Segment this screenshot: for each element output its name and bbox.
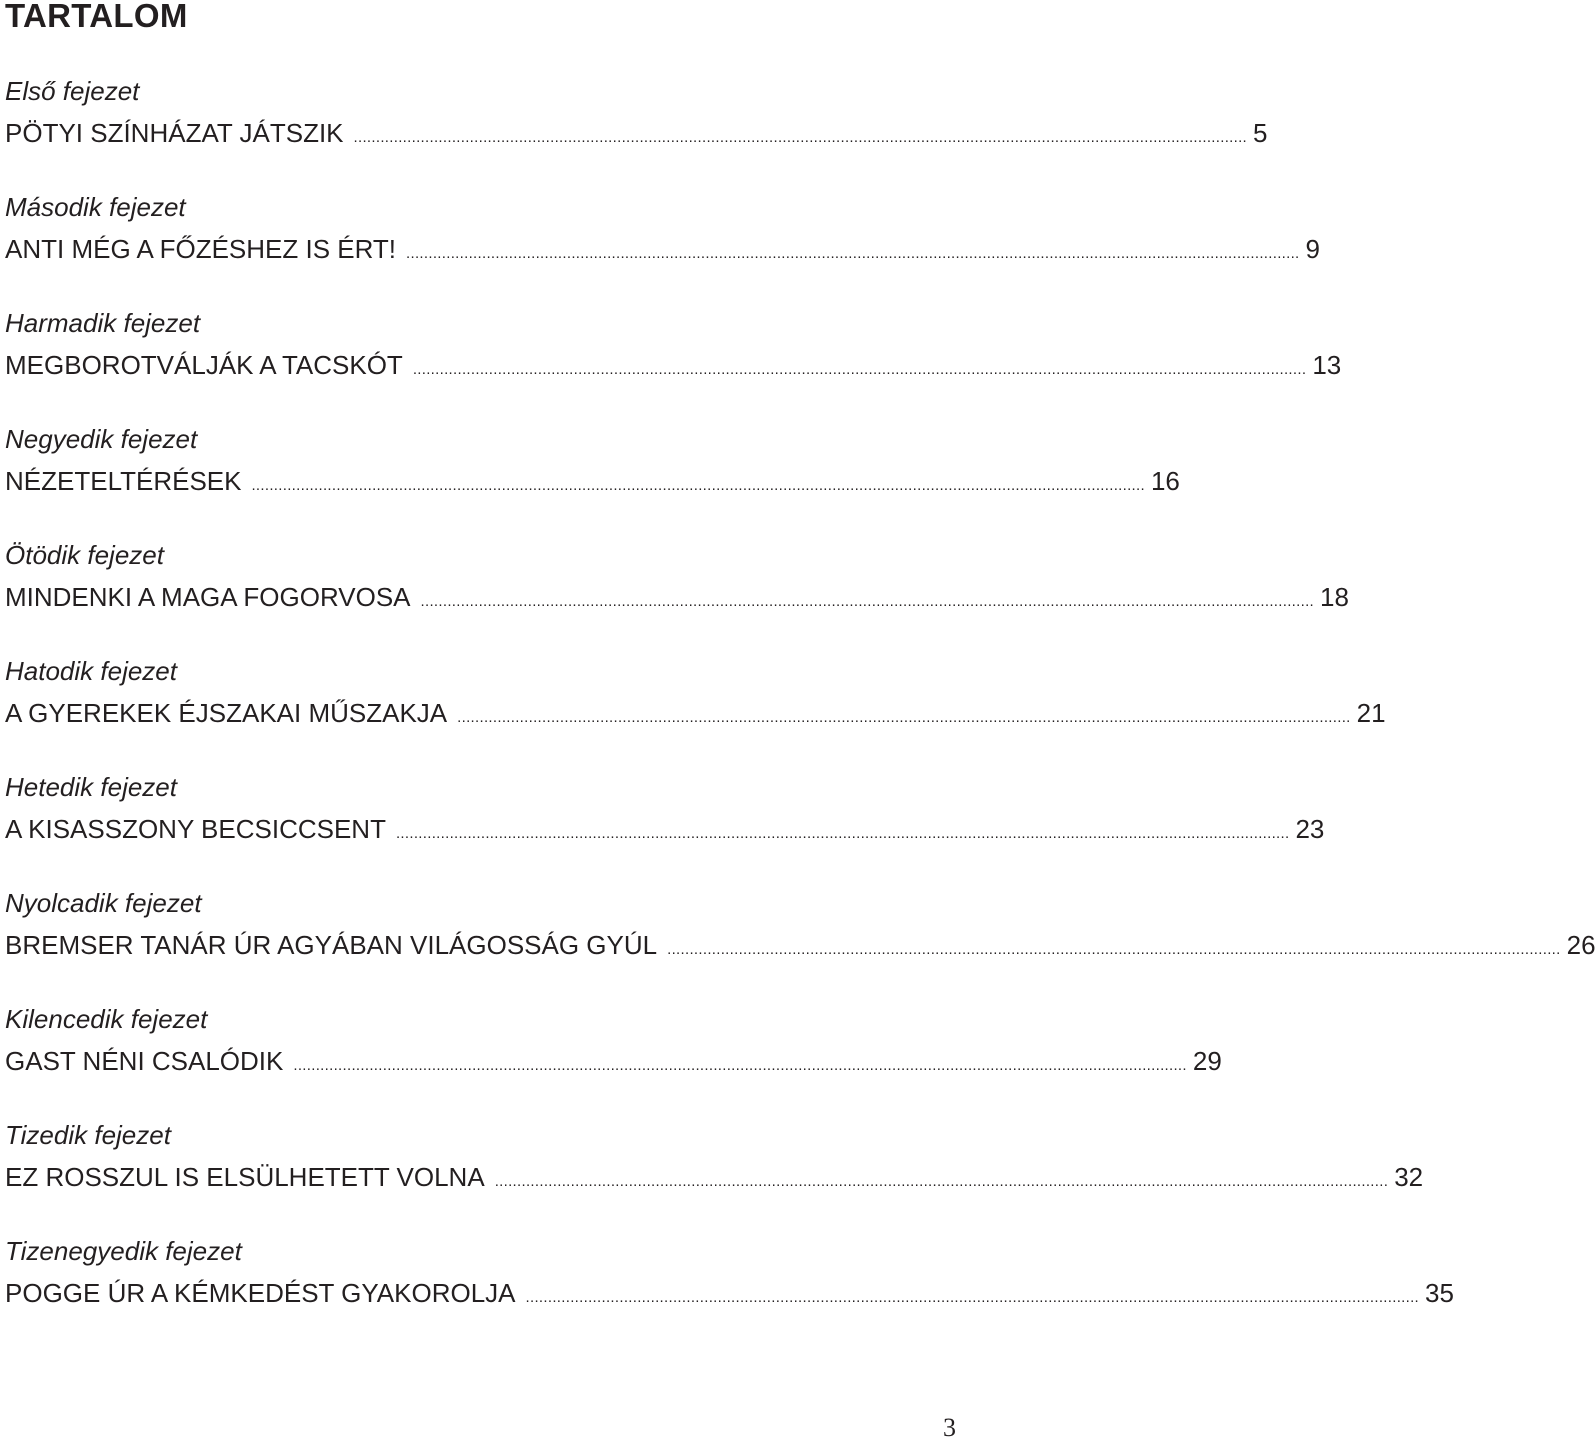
chapter-page-number: 21 (1356, 698, 1386, 728)
chapter-page-number: 16 (1150, 466, 1180, 496)
chapter-label: Hatodik fejezet (5, 656, 177, 686)
dot-leader: ........................................................................................................................................................................................................ (293, 1057, 1187, 1074)
chapter-label: Tizenegyedik fejezet (5, 1236, 242, 1266)
chapter-title: A KISASSZONY BECSICCSENT (5, 814, 386, 844)
toc-entry (5, 998, 1222, 1114)
chapter-page-number: 23 (1295, 814, 1325, 844)
toc-heading: TARTALOM (5, 0, 188, 34)
dot-leader: ........................................................................................................................................................................................................ (457, 709, 1351, 726)
toc-entry (5, 418, 1180, 534)
chapter-page-number: 13 (1312, 350, 1342, 380)
chapter-title: BREMSER TANÁR ÚR AGYÁBAN VILÁGOSSÁG GYÚL (5, 930, 658, 960)
toc-entry (5, 882, 1596, 998)
chapter-title: PÖTYI SZÍNHÁZAT JÁTSZIK (5, 118, 344, 148)
dot-leader: ........................................................................................................................................................................................................ (406, 245, 1300, 262)
dot-leader: ........................................................................................................................................................................................................ (525, 1289, 1420, 1306)
chapter-label: Első fejezet (5, 76, 140, 106)
toc-entry (5, 1114, 1424, 1230)
dot-leader: ........................................................................................................................................................................................................ (251, 477, 1145, 494)
chapter-title: GAST NÉNI CSALÓDIK (5, 1046, 284, 1076)
dot-leader: ........................................................................................................................................................................................................ (494, 1173, 1389, 1190)
chapter-label: Hetedik fejezet (5, 772, 177, 802)
chapter-title: NÉZETELTÉRÉSEK (5, 466, 242, 496)
toc-entry (5, 1230, 1454, 1346)
page-number: 3 (943, 1413, 956, 1442)
dot-leader: ........................................................................................................................................................................................................ (353, 129, 1248, 146)
chapter-label: Ötödik fejezet (5, 540, 164, 570)
dot-leader: ........................................................................................................................................................................................................ (667, 941, 1561, 958)
dot-leader: ........................................................................................................................................................................................................ (395, 825, 1290, 842)
chapter-title-row (5, 1040, 1222, 1087)
chapter-title-row (5, 924, 1596, 971)
dot-leader: ........................................................................................................................................................................................................ (420, 593, 1315, 610)
chapter-page-number: 26 (1566, 930, 1596, 960)
chapter-title: MINDENKI A MAGA FOGORVOSA (5, 582, 411, 612)
chapter-page-number: 35 (1425, 1278, 1454, 1308)
toc-entry (5, 534, 1349, 650)
chapter-page-number: 5 (1253, 118, 1268, 148)
chapter-title: EZ ROSSZUL IS ELSÜLHETETT VOLNA (5, 1162, 485, 1192)
chapter-label: Második fejezet (5, 192, 186, 222)
chapter-title-row (5, 228, 1320, 275)
chapter-title-row (5, 692, 1386, 739)
toc-list (5, 70, 1596, 1346)
chapter-page-number: 9 (1305, 234, 1320, 264)
chapter-page-number: 18 (1320, 582, 1349, 612)
chapter-page-number: 32 (1394, 1162, 1424, 1192)
chapter-label: Kilencedik fejezet (5, 1004, 208, 1034)
chapter-title-row (5, 1156, 1424, 1203)
chapter-title-row (5, 1272, 1454, 1319)
toc-entry (5, 70, 1268, 186)
chapter-title-row (5, 460, 1180, 507)
chapter-title-row (5, 808, 1325, 855)
toc-entry (5, 650, 1386, 766)
chapter-title: A GYEREKEK ÉJSZAKAI MŰSZAKJA (5, 698, 448, 728)
chapter-title-row (5, 576, 1349, 623)
chapter-title-row (5, 344, 1342, 391)
toc-entry (5, 302, 1342, 418)
chapter-title-row (5, 112, 1268, 159)
chapter-label: Negyedik fejezet (5, 424, 198, 454)
chapter-title: ANTI MÉG A FŐZÉSHEZ IS ÉRT! (5, 234, 397, 264)
dot-leader: ........................................................................................................................................................................................................ (412, 361, 1307, 378)
toc-entry (5, 186, 1320, 302)
toc-entry (5, 766, 1325, 882)
chapter-title: MEGBOROTVÁLJÁK A TACSKÓT (5, 350, 403, 380)
chapter-title: POGGE ÚR A KÉMKEDÉST GYAKOROLJA (5, 1278, 516, 1308)
chapter-page-number: 29 (1192, 1046, 1222, 1076)
chapter-label: Nyolcadik fejezet (5, 888, 202, 918)
chapter-label: Harmadik fejezet (5, 308, 201, 338)
chapter-label: Tizedik fejezet (5, 1120, 171, 1150)
